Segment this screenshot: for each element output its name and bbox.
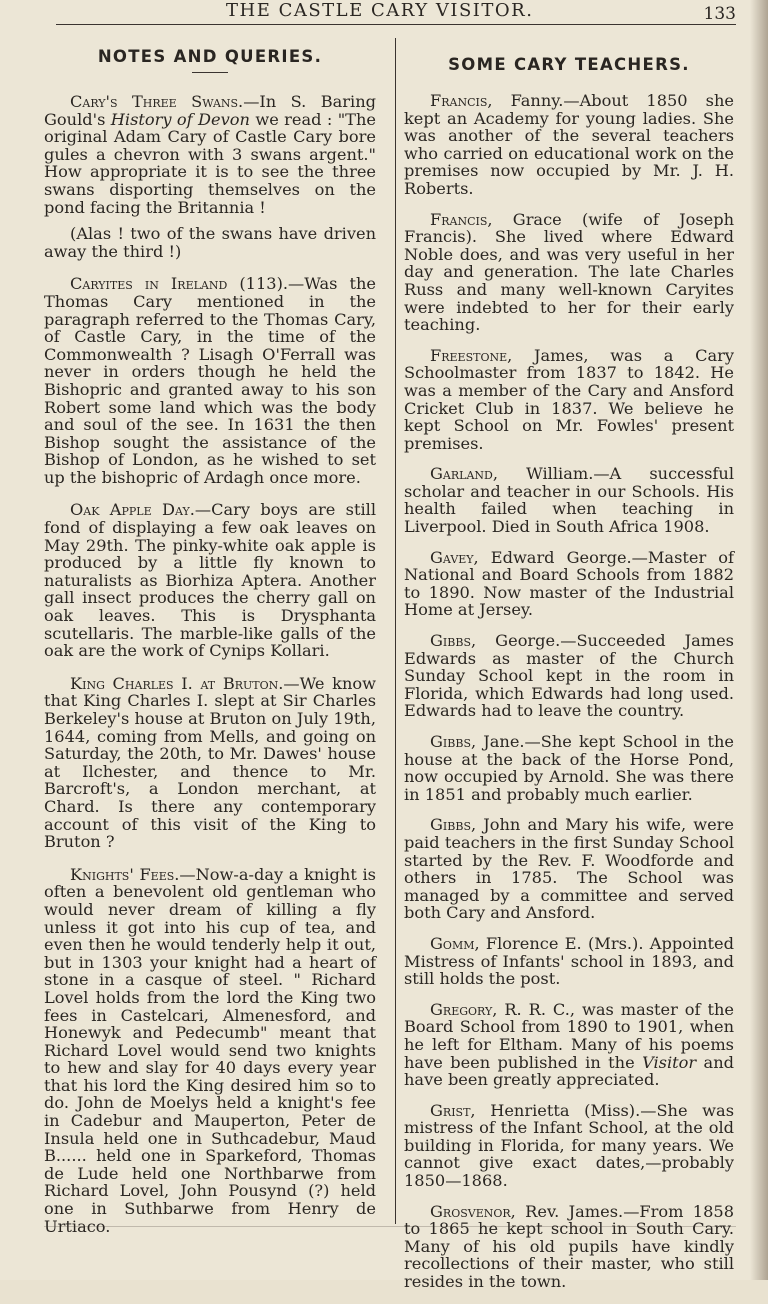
teacher-name: Gavey, bbox=[430, 547, 479, 567]
entry-lead: Oak Apple Day. bbox=[70, 500, 195, 520]
entry-text: and have been greatly appreciated. bbox=[404, 1052, 734, 1090]
running-title: THE CASTLE CARY VISITOR. bbox=[226, 0, 534, 21]
entry-lead: Knights' Fees. bbox=[70, 864, 180, 884]
entry-text: Jane.—She kept School in the house at the back of the Horse Pond, now occupied by Arnold. She was there in 1851 and probably much earlier. bbox=[404, 732, 734, 804]
teacher-name: Francis, bbox=[430, 209, 493, 229]
entry-italic: History of Devon bbox=[110, 109, 250, 129]
bottom-rule bbox=[44, 1226, 736, 1227]
entry-lead: King Charles I. at Bruton. bbox=[70, 673, 284, 693]
note-entry-king-charles bbox=[44, 675, 376, 851]
teacher-name: Gomm, bbox=[430, 933, 480, 953]
teacher-entry bbox=[404, 347, 734, 453]
teacher-entry bbox=[404, 211, 734, 334]
entry-text: we read : "The original Adam Cary of Castle Cary bore gules a chevron with 3 swans argent." How appropriate it is to see the three swans disporting themselves on the pond facing the Britannia ! bbox=[44, 109, 376, 217]
note-entry-swans-aside bbox=[44, 225, 376, 260]
page-edge-shadow bbox=[750, 0, 768, 1280]
entry-lead: Cary's Three Swans. bbox=[70, 92, 244, 111]
teacher-entry bbox=[404, 816, 734, 922]
teacher-entry bbox=[404, 1102, 734, 1190]
teacher-entry bbox=[404, 632, 734, 720]
teacher-entry bbox=[404, 935, 734, 988]
entry-text: Edward George.—Master of National and Board Schools from 1882 to 1890. Now master of the Industrial Home at Jersey. bbox=[404, 547, 734, 620]
entry-italic: Visitor bbox=[642, 1052, 697, 1072]
teacher-name: Gregory, bbox=[430, 999, 498, 1019]
entry-text: —We know that King Charles I. slept at Sir Charles Berkeley's house at Bruton on July 19th, 1644, coming from Mells, and going on Saturday, the 20th, to Mr. Dawes' house at Ilchester, and thence to Mr. Barcroft's, a London merchant, at Chard. Is there any contemporary account of this visit of the King to Bruton ? bbox=[44, 673, 376, 852]
entry-text: James, was a Cary Schoolmaster from 1837 to 1842. He was a member of the Cary and Ansford Cricket Club in 1837. We believe he kept School on Mr. Fowles' present premises. bbox=[404, 345, 734, 453]
entry-text: Henrietta (Miss).—She was mistress of the Infant School, at the old building in Florida, for many years. We cannot give exact dates,—probably 1850—1868. bbox=[404, 1100, 734, 1191]
entry-lead: Caryites in Ireland bbox=[70, 274, 228, 294]
entry-text: Fanny.—About 1850 she kept an Academy for young ladies. She was another of the several teachers who carried on educational work on the premises now occupied by Mr. J. H. Roberts. bbox=[404, 91, 734, 198]
entry-text: George.—Succeeded James Edwards as master of the Church Sunday School kept in the room in Florida, which Edwards had long used. Edwards had to leave the country. bbox=[404, 631, 734, 721]
entry-text: (113).—Was the Thomas Cary mentioned in the paragraph referred to the Thomas Cary, of Castle Cary, in the time of the Commonwealth ? Lisagh O'Ferrall was never in orders though he held the Bishopric and granted away to his son Robert some land which was the body and soul of the see. In 1631 the then Bishop sought the assistance of the Bishop of London, as he wished to set up the bishopric of Ardagh once more. bbox=[44, 274, 376, 487]
note-entry-oak-apple bbox=[44, 501, 376, 659]
teacher-name: Freestone, bbox=[430, 345, 513, 365]
page-number: 133 bbox=[703, 4, 736, 24]
heading-dash bbox=[192, 72, 228, 73]
teacher-entry bbox=[404, 733, 734, 803]
column-divider bbox=[395, 38, 396, 1224]
right-column bbox=[404, 44, 734, 1304]
left-column-heading: NOTES AND QUERIES. bbox=[97, 47, 323, 66]
entry-text: John and Mary his wife, were paid teachers in the first Sunday School started by the Rev. F. Woodforde and others in 1785. The School was managed by a committee and served both Cary and Ansford. bbox=[404, 815, 734, 923]
note-entry-ireland bbox=[44, 275, 376, 486]
note-entry-knights-fees bbox=[44, 866, 376, 1235]
teacher-name: Gibbs, bbox=[430, 631, 477, 651]
teacher-entry bbox=[404, 549, 734, 619]
teacher-entry bbox=[404, 1001, 734, 1089]
teacher-name: Grosvenor, bbox=[430, 1201, 516, 1221]
header-rule bbox=[56, 24, 736, 25]
entry-text: —Cary boys are still fond of displaying a few oak leaves on May 29th. The pinky-white oak apple is produced by a little fly known to naturalists as Biorhiza Aptera. Another gall insect produces the cherry gall on oak leaves. This is Drysphanta scutellaris. The marble-like galls of the oak are the work of Cynips Kollari. bbox=[44, 500, 377, 661]
teacher-entry bbox=[404, 465, 734, 535]
note-entry-swans bbox=[44, 93, 376, 216]
teacher-name: Gibbs, bbox=[430, 732, 477, 751]
entry-text: —Now-a-day a knight is often a benevolent old gentleman who would never dream of killing a fly unless it got into his cup of tea, and even then he would tenderly help it out, but in 1303 your knight had a heart of stone in a casque of steel. " Richard Lovel holds from the lord the King two fees in Castelcari, Almenesford, and Honewyk and Pedecumb" meant that Richard Lovel would send two knights to hew and slay for 40 days every year that his lord the King desired him so to do. John de Moelys held a knight's fee in Cadebur and Mauperton, Peter de Insula held one in Suthcadebur, Maud B...... held one in Sparkeford, Thomas de Lude held one Northbarwe from Richard Lovel, John Pousynd (?) held one in Suthbarwe from Henry de Urtiaco. bbox=[44, 864, 376, 1236]
teacher-entry bbox=[404, 1203, 734, 1291]
entry-text: William.—A successful scholar and teacher in our Schools. His health failed when teaching in Liverpool. Died in South Africa 1908. bbox=[404, 464, 734, 537]
teacher-name: Garland, bbox=[430, 464, 498, 484]
left-column bbox=[44, 44, 376, 1250]
entry-text: (Alas ! two of the swans have driven away the third !) bbox=[44, 224, 376, 261]
entry-text: Grace (wife of Joseph Francis). She lived where Edward Noble does, and was very useful in her day and generation. The late Charles Russ and many well-known Caryites were indebted to her for their early teaching. bbox=[404, 209, 734, 335]
teacher-entry bbox=[404, 92, 734, 198]
teacher-name: Grist, bbox=[430, 1100, 476, 1120]
entry-text: —In S. Baring Gould's bbox=[44, 92, 376, 129]
teacher-name: Gibbs, bbox=[430, 815, 477, 835]
entry-text: Rev. James.—From 1858 to 1865 he kept school in South Cary. Many of his old pupils have kindly recollections of their master, who still resides in the town. bbox=[404, 1201, 734, 1292]
entry-text: R. R. C., was master of the Board School from 1890 to 1901, when he left for Eltham. Many of his poems have been published in the bbox=[404, 999, 734, 1072]
entry-text: Florence E. (Mrs.). Appointed Mistress of Infants' school in 1893, and still holds the post. bbox=[404, 933, 734, 989]
teacher-name: Francis, bbox=[430, 91, 493, 110]
right-column-heading: SOME CARY TEACHERS. bbox=[448, 55, 690, 74]
